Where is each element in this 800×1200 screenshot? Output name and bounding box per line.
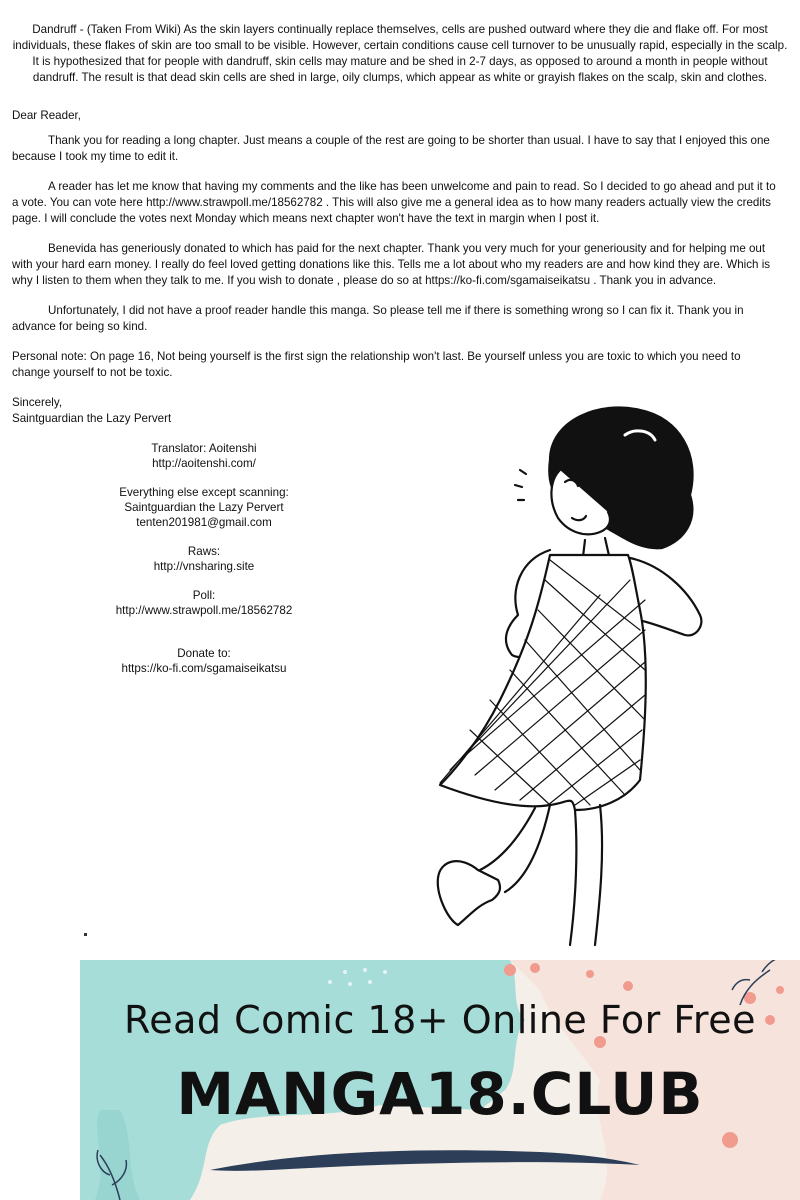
banner-tagline: Read Comic 18+ Online For Free (124, 998, 756, 1042)
dot-mark (84, 933, 87, 936)
everything-label: Everything else except scanning: (119, 486, 289, 499)
letter-closing: Sincerely, (12, 396, 63, 409)
everything-name: Saintguardian the Lazy Pervert (124, 501, 284, 514)
donate-link[interactable]: https://ko-fi.com/sgamaiseikatsu (121, 662, 287, 675)
shoe (438, 861, 500, 925)
translator-link[interactable]: http://aoitenshi.com/ (152, 457, 256, 470)
poll-label: Poll: (192, 589, 216, 602)
promo-banner[interactable] (80, 960, 800, 1200)
sweat-drops (515, 470, 526, 500)
letter-paragraph: Thank you for reading a long chapter. Just means a couple of the rest are going to be shorter than usual. I have to say that I enjoyed this one because I took my time to edit it. (12, 134, 770, 163)
raws-label: Raws: (187, 545, 221, 558)
banner-site-name[interactable]: MANGA18.CLUB (176, 1060, 704, 1128)
letter-paragraph: Unfortunately, I did not have a proof reader handle this manga. So please tell me if there is something wrong so I can fix it. Thank you in advance for being so kind. (12, 304, 744, 333)
letter-paragraph: A reader has let me know that having my comments and the like has been unwelcome and pain to read. So I decided to go ahead and put it to a vote. You can vote here http://www.strawpoll.me/18562782 . This will also give me a general idea as to how many readers actually view the credits page. I will conclude the votes next Monday which means next chapter won't have the text in margin when I post it. (12, 180, 776, 225)
poll-link[interactable]: http://www.strawpoll.me/18562782 (115, 604, 293, 617)
translator-label: Translator: Aoitenshi (151, 442, 257, 455)
letter (12, 108, 780, 427)
letter-signature: Saintguardian the Lazy Pervert (12, 412, 172, 425)
letter-paragraph: Benevida has generiously donated to which has paid for the next chapter. Thank you very much for your generiousity and for helping me out with your hard earn money. I really do feel loved getting donations like this. Tells me a lot about who my readers are and how kind they are. Which is why I listen to them when they talk to me. If you wish to donate , please do so at https://ko-fi.com/sgamaiseikatsu . Thank you in advance. (12, 242, 771, 287)
raws-link[interactable]: http://vnsharing.site (153, 560, 255, 573)
dandruff-intro: Dandruff - (Taken From Wiki) As the skin layers continually replace themselves, cells are pushed outward where they die and flake off. For most individuals, these flakes of skin are too small to be visible. However, certain conditions cause cell turnover to be unusually rapid, especially in the scalp. It is hypothesized that for people with dandruff, skin cells may mature and be shed in 2-7 days, as opposed to around a month in people without dandruff. The result is that dead skin cells are shed in large, oily clumps, which appear as white or grayish flakes on the scalp, skin and clothes. (12, 23, 788, 84)
credits-block (84, 441, 324, 676)
personal-note: Personal note: On page 16, Not being yourself is the first sign the relationship won't last. Be yourself unless you are toxic to which you need to change yourself to not be toxic. (12, 350, 741, 379)
letter-salutation: Dear Reader, (12, 109, 81, 122)
plaid-dress (440, 555, 646, 810)
donate-label: Donate to: (177, 647, 231, 660)
email-link[interactable]: tenten201981@gmail.com (136, 516, 272, 529)
manga-girl-illustration (400, 400, 730, 960)
